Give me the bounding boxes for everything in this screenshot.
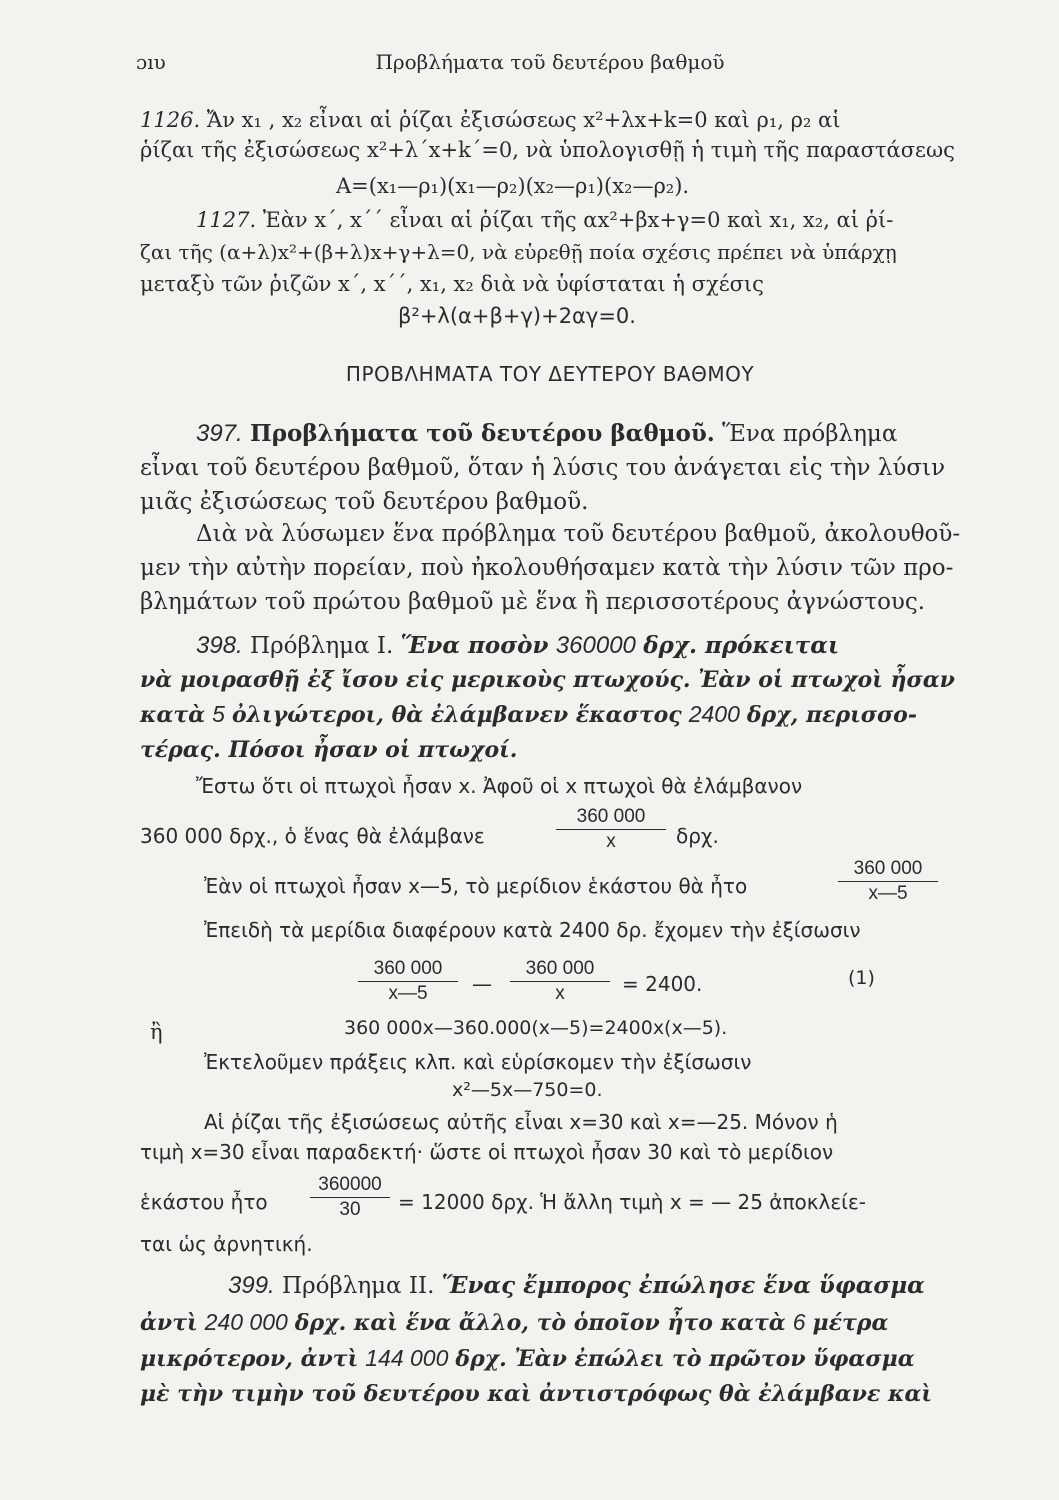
- problem-399-line-4: μὲ τὴν τιμὴν τοῦ δευτέρου καὶ ἀντιστρόφως θὰ ἐλάμβανε καὶ: [140, 1381, 933, 1407]
- exercise-text: Ἐὰν x΄, x΄΄ εἶναι αἱ ῥίζαι τῆς αx²+βx+γ=0 καὶ x₁, x₂, αἱ ῥί-: [262, 208, 894, 232]
- paragraph-397-line-5: μεν τὴν αὐτὴν πορείαν, ποὺ ἠκολουθήσαμεν κατὰ τὴν λύσιν τῶν προ-: [140, 555, 954, 581]
- section-number: 397.: [196, 420, 243, 447]
- equation-2: 360 000x—360.000(x—5)=2400x(x—5).: [344, 1017, 728, 1039]
- problem-398-line-1: [196, 630, 1016, 662]
- section-heading: Πρόβλημα II.: [282, 1273, 435, 1299]
- exercise-1127-line-3: μεταξὺ τῶν ῥιζῶν x΄, x΄΄, x₁, x₂ διὰ νὰ ὑφίσταται ἡ σχέσις: [140, 272, 764, 296]
- fraction-share: [556, 806, 666, 853]
- numerator: 360 000: [838, 858, 938, 882]
- fraction-share-fewer: [838, 858, 938, 905]
- section-heading: Πρόβλημα I.: [250, 633, 394, 659]
- paragraph-397-line-4: Διὰ νὰ λύσωμεν ἕνα πρόβλημα τοῦ δευτέρου βαθμοῦ, ἀκολουθοῦ-: [196, 521, 961, 547]
- section-number: 399.: [228, 1272, 275, 1299]
- problem-text: δρχ. Ἐὰν ἐπώλει τὸ πρῶτον ὕφασμα: [455, 1346, 915, 1372]
- numerator: 360 000: [510, 958, 610, 982]
- or-word: ἢ: [150, 1020, 163, 1044]
- problem-text: δρχ. πρόκειται: [643, 632, 840, 659]
- solution-398-line-7: τιμὴ x=30 εἶναι παραδεκτή· ὥστε οἱ πτωχοὶ ἦσαν 30 καὶ τὸ μερίδιον: [140, 1140, 834, 1164]
- paragraph-397-line-2: εἶναι τοῦ δευτέρου βαθμοῦ, ὅταν ἡ λύσις του ἀνάγεται εἰς τὴν λύσιν: [140, 455, 946, 481]
- problem-number-value: 240 000: [204, 1309, 288, 1335]
- problem-text: Ἕνα ποσὸν: [400, 632, 549, 659]
- problem-text: μικρότερον, ἀντὶ: [140, 1346, 359, 1372]
- paragraph-397-line-3: μιᾶς ἐξισώσεως τοῦ δευτέρου βαθμοῦ.: [140, 489, 589, 515]
- denominator: 30: [339, 1199, 361, 1220]
- section-heading: Προβλήματα τοῦ δευτέρου βαθμοῦ.: [250, 420, 715, 447]
- solution-398-line-6: Αἱ ῥίζαι τῆς ἐξισώσεως αὐτῆς εἶναι x=30 καὶ x=—25. Μόνον ἡ: [204, 1110, 838, 1134]
- problem-text: δρχ, περισσο-: [746, 702, 917, 728]
- problem-text: Ἕνας ἔμπορος ἐπώλησε ἕνα ὕφασμα: [441, 1272, 925, 1299]
- problem-number-value: 2400: [688, 701, 740, 727]
- denominator: x—5: [868, 883, 908, 904]
- problem-number-value: 5: [212, 701, 225, 727]
- running-title: Προβλήματα τοῦ δευτέρου βαθμοῦ: [375, 50, 725, 74]
- solution-398-line-1: Ἔστω ὅτι οἱ πτωχοὶ ἦσαν x. Ἀφοῦ οἱ x πτωχοὶ θὰ ἐλάμβανον: [196, 774, 803, 798]
- section-title: ΠΡΟΒΛΗΜΑΤΑ ΤΟΥ ΔΕΥΤΕΡΟΥ ΒΑΘΜΟΥ: [345, 362, 755, 386]
- solution-398-line-4: Ἐπειδὴ τὰ μερίδια διαφέρουν κατὰ 2400 δρ. ἔχομεν τὴν ἐξίσωσιν: [204, 918, 861, 942]
- exercise-1127-line-2: ζαι τῆς (α+λ)x²+(β+λ)x+γ+λ=0, νὰ εὑρεθῇ ποία σχέσις πρέπει νὰ ὑπάρχῃ: [140, 240, 897, 264]
- fraction-result: [310, 1174, 390, 1221]
- equation-3: x²—5x—750=0.: [452, 1079, 603, 1101]
- exercise-text: Ἄν x₁ , x₂ εἶναι αἱ ῥίζαι ἐξισώσεως x²+λx+k=0 καὶ ρ₁, ρ₂ αἱ: [206, 108, 841, 132]
- paragraph-text: Ἕνα πρόβλημα: [722, 421, 898, 447]
- problem-399-line-3: [140, 1344, 960, 1374]
- equation-1-fraction-b: [510, 958, 610, 1005]
- problem-number-value: 144 000: [365, 1345, 449, 1371]
- section-number: 398.: [196, 632, 243, 659]
- solution-398-line-2: 360 000 δρχ., ὁ ἕνας θὰ ἐλάμβανε: [140, 824, 485, 848]
- unit-label: δρχ.: [676, 824, 719, 848]
- problem-398-line-3: [140, 700, 960, 730]
- exercise-1126-line-1: [140, 106, 960, 134]
- solution-398-line-3: Ἐὰν οἱ πτωχοὶ ἦσαν x—5, τὸ μερίδιον ἑκάστου θὰ ἦτο: [204, 874, 748, 898]
- exercise-1127-line-1: [196, 206, 1016, 234]
- problem-398-line-2: νὰ μοιρασθῇ ἐξ ἴσου εἰς μερικοὺς πτωχούς. Ἐὰν οἱ πτωχοὶ ἦσαν: [140, 667, 955, 693]
- numerator: 360 000: [556, 806, 666, 830]
- equation-1-rhs: = 2400.: [622, 972, 703, 996]
- paragraph-397-line-6: βλημάτων τοῦ πρώτου βαθμοῦ μὲ ἕνα ἢ περισσοτέρους ἀγνώστους.: [140, 589, 926, 615]
- exercise-1127-formula: β²+λ(α+β+γ)+2αγ=0.: [398, 304, 636, 328]
- problem-text: δρχ. καὶ ἕνα ἄλλο, τὸ ὁποῖον ἦτο κατὰ: [294, 1310, 786, 1336]
- numerator: 360000: [310, 1174, 390, 1198]
- equation-1-fraction-a: [358, 958, 458, 1005]
- problem-text: μέτρα: [812, 1310, 889, 1336]
- problem-number-value: 6: [792, 1309, 806, 1335]
- exercise-1126-line-2: ῥίζαι τῆς ἐξισώσεως x²+λ΄x+k΄=0, νὰ ὑπολογισθῇ ἡ τιμὴ τῆς παραστάσεως: [140, 138, 955, 162]
- equation-1-minus: —: [472, 972, 492, 996]
- exercise-number: 1126.: [140, 108, 201, 132]
- equation-1-tag: (1): [848, 967, 875, 989]
- page-number: ɔıυ: [136, 50, 166, 74]
- solution-398-line-8-rest: = 12000 δρχ. Ἡ ἄλλη τιμὴ x = — 25 ἀποκλείε-: [398, 1190, 866, 1214]
- problem-398-line-4: τέρας. Πόσοι ἦσαν οἱ πτωχοί.: [140, 737, 518, 763]
- problem-text: ὀλιγώτεροι, θὰ ἐλάμβανεν ἕκαστος: [231, 702, 682, 728]
- solution-398-line-5: Ἐκτελοῦμεν πράξεις κλπ. καὶ εὑρίσκομεν τὴν ἐξίσωσιν: [204, 1050, 752, 1074]
- exercise-number: 1127.: [196, 208, 257, 232]
- solution-398-line-9: ται ὡς ἀρνητική.: [140, 1232, 313, 1256]
- numerator: 360 000: [358, 958, 458, 982]
- problem-text: ἀντὶ: [140, 1310, 198, 1336]
- denominator: x—5: [388, 983, 428, 1004]
- problem-number-value: 360000: [555, 632, 636, 659]
- problem-399-line-1: [228, 1270, 1048, 1302]
- solution-398-line-8: ἑκάστου ἦτο: [140, 1190, 268, 1214]
- exercise-1126-formula: A=(x₁—ρ₁)(x₁—ρ₂)(x₂—ρ₁)(x₂—ρ₂).: [336, 174, 690, 198]
- problem-399-line-2: [140, 1308, 960, 1338]
- denominator: x: [606, 831, 616, 852]
- problem-text: κατὰ: [140, 702, 206, 728]
- denominator: x: [555, 983, 565, 1004]
- paragraph-397-line-1: [196, 418, 1016, 450]
